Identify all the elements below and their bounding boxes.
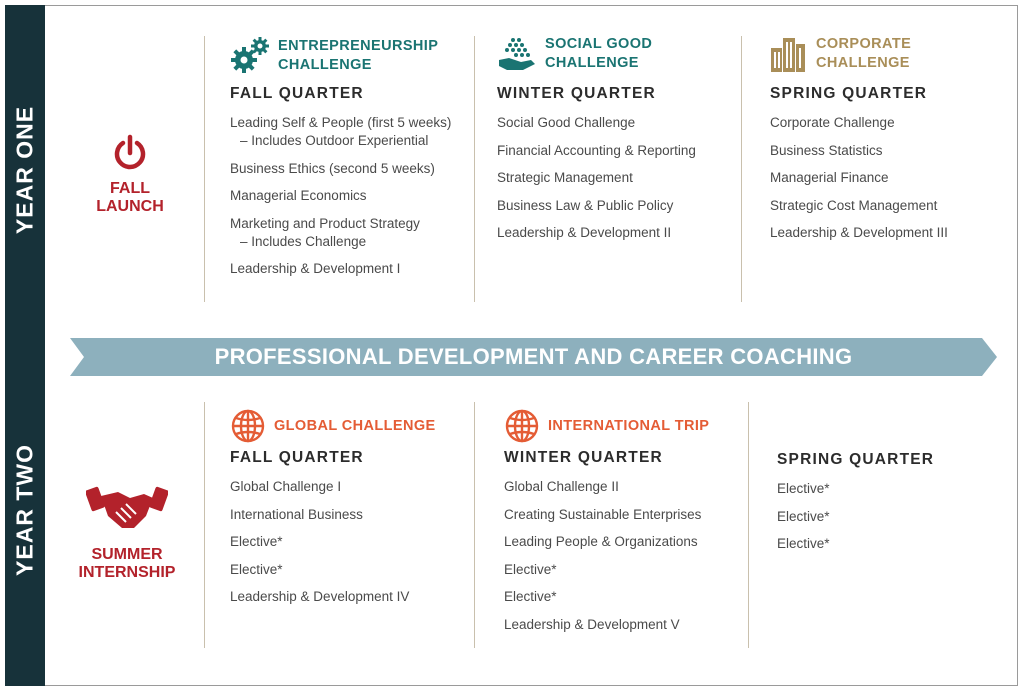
course-item: Business Statistics: [770, 142, 883, 158]
y2-spring-quarter-title: SPRING QUARTER: [777, 451, 935, 468]
course-item: Elective*: [504, 561, 557, 577]
course-item: Leadership & Development V: [504, 616, 680, 632]
course-item: Social Good Challenge: [497, 115, 636, 130]
course-item: Elective*: [777, 481, 830, 496]
y2-fall-course-list: [230, 478, 470, 616]
course-item: Elective*: [777, 508, 830, 524]
course-item: Leading People & Organizations: [504, 534, 698, 549]
entrepreneurship-challenge-header: [230, 36, 438, 76]
social-good-challenge-header: [497, 34, 652, 74]
banner-text: PROFESSIONAL DEVELOPMENT AND CAREER COACHING: [214, 344, 853, 369]
divider-y1-right: [741, 36, 742, 302]
divider-y1-left: [204, 36, 205, 302]
divider-y2-mid: [474, 402, 475, 648]
international-trip-label: INTERNATIONAL TRIP: [548, 417, 710, 434]
y1-winter-quarter-title: WINTER QUARTER: [497, 85, 656, 102]
course-item: Global Challenge II: [504, 479, 619, 494]
buildings-icon: [768, 34, 808, 74]
course-name: Marketing and Product Strategy: [230, 215, 420, 231]
course-note: – Includes Challenge: [240, 233, 367, 249]
divider-y2-left: [204, 402, 205, 648]
course-item: Elective*: [504, 589, 557, 604]
summer-internship: [62, 482, 192, 582]
year-two-bar: [5, 334, 45, 686]
course-item: Managerial Economics: [230, 188, 367, 203]
corporate-challenge-header: [768, 34, 911, 74]
course-item: Managerial Finance: [770, 170, 889, 185]
course-name: Leading Self & People (first 5 weeks): [230, 115, 452, 130]
globe-icon: [230, 408, 266, 444]
gears-icon: [230, 36, 270, 76]
y2-spring-course-list: [777, 480, 1007, 563]
divider-y2-right: [748, 402, 749, 648]
course-item: Business Law & Public Policy: [497, 197, 674, 213]
course-item: Elective*: [777, 536, 830, 551]
divider-y1-mid: [474, 36, 475, 302]
fall-launch-line2: LAUNCH: [96, 198, 164, 215]
course-item: Strategic Management: [497, 170, 633, 185]
globe-icon: [504, 408, 540, 444]
course-item: Business Ethics (second 5 weeks): [230, 160, 435, 176]
course-item: Leadership & Development II: [497, 225, 672, 240]
social-good-line2: CHALLENGE: [545, 55, 639, 71]
corporate-line1: CORPORATE: [816, 36, 912, 52]
corporate-line2: CHALLENGE: [816, 55, 910, 71]
course-item: Leadership & Development III: [770, 225, 948, 240]
y1-fall-course-list: [230, 114, 470, 288]
handshake-icon: [86, 482, 168, 534]
course-item: [230, 114, 470, 150]
course-item: [230, 215, 470, 251]
course-item: Leadership & Development I: [230, 261, 401, 276]
global-challenge-header: [230, 408, 436, 444]
y1-spring-quarter-title: SPRING QUARTER: [770, 85, 928, 102]
course-item: Strategic Cost Management: [770, 197, 938, 213]
course-item: Financial Accounting & Reporting: [497, 142, 696, 158]
year-one-bar: [5, 5, 45, 334]
fall-launch: [78, 134, 182, 216]
y1-winter-course-list: [497, 114, 737, 252]
course-item: Elective*: [230, 561, 283, 577]
course-item: Creating Sustainable Enterprises: [504, 506, 702, 522]
year-one-label: YEAR ONE: [11, 105, 38, 234]
year-two-label: YEAR TWO: [11, 444, 38, 576]
fall-launch-line1: FALL: [110, 180, 150, 197]
course-item: Elective*: [230, 534, 283, 549]
international-trip-header: [504, 408, 709, 444]
hand-dots-icon: [497, 34, 537, 74]
course-item: International Business: [230, 506, 363, 522]
y2-winter-quarter-title: WINTER QUARTER: [504, 449, 663, 466]
y1-spring-course-list: [770, 114, 1010, 252]
entrepreneurship-line2: CHALLENGE: [278, 57, 372, 73]
course-item: Corporate Challenge: [770, 115, 895, 130]
course-item: Global Challenge I: [230, 479, 342, 494]
summer-internship-line2: INTERNSHIP: [78, 564, 176, 581]
y1-fall-quarter-title: FALL QUARTER: [230, 85, 364, 102]
entrepreneurship-line1: ENTREPRENEURSHIP: [278, 38, 439, 54]
y2-winter-course-list: [504, 478, 744, 643]
power-icon: [112, 134, 148, 174]
summer-internship-line1: SUMMER: [91, 546, 163, 563]
course-item: Leadership & Development IV: [230, 589, 410, 604]
course-note: – Includes Outdoor Experiential: [240, 133, 429, 148]
social-good-line1: SOCIAL GOOD: [545, 36, 653, 52]
y2-fall-quarter-title: FALL QUARTER: [230, 449, 364, 466]
global-challenge-label: GLOBAL CHALLENGE: [274, 417, 436, 434]
